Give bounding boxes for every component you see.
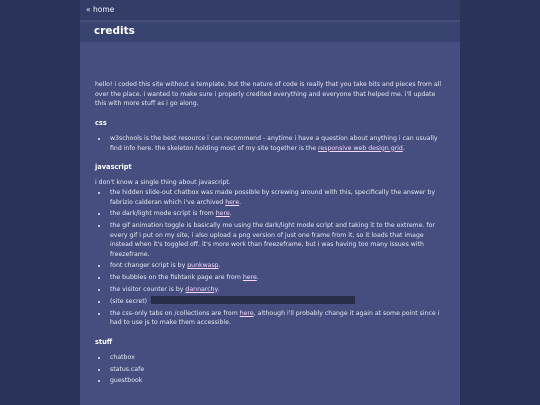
css-list bbox=[95, 134, 445, 153]
guestbook-link[interactable]: guestbook bbox=[110, 377, 143, 385]
javascript-heading: javascript bbox=[95, 163, 132, 172]
site-secret-label: (site secret) bbox=[110, 298, 148, 306]
stuff-list bbox=[95, 353, 445, 386]
tabs-source-link[interactable]: here bbox=[239, 309, 254, 317]
list-item: • the visitor counter is by dannarchy. bbox=[108, 285, 445, 295]
site-secret-redaction[interactable] bbox=[151, 296, 355, 304]
list-item: • w3schools is the best resource i can recommend - anytime i have a question about anything i can usually find info here. the skeleton holding most of my site together is the responsive web design grid. bbox=[108, 134, 445, 153]
list-item: • the css-only tabs on /collections are from here, although i'll probably change it again at some point since i had to use js to make them accessible. bbox=[108, 309, 445, 328]
list-item: • font changer script is by punkwasp. bbox=[108, 261, 445, 271]
responsive-grid-link[interactable]: responsive web design grid bbox=[318, 144, 403, 152]
dannarchy-link[interactable]: dannarchy bbox=[185, 285, 218, 293]
credits-content bbox=[80, 42, 460, 386]
list-item: • the gif animation toggle is basically me using the dark/light mode script and taking it to the extreme. for every gif i put on my site, i also upload a png version of just one frame from it, so it loads that image instead when it's toggled off. it's more work than freezeframe, but i was having too many issues with freezeframe. bbox=[108, 221, 445, 259]
punkwasp-link[interactable]: punkwasp bbox=[187, 262, 219, 270]
list-item bbox=[108, 296, 445, 307]
chatbox-source-link[interactable]: here bbox=[225, 198, 240, 206]
chatbox-link[interactable]: chatbox bbox=[110, 354, 135, 362]
list-item: • the dark/light mode script is from here. bbox=[108, 209, 445, 219]
list-item: • the hidden slide-out chatbox was made possible by screwing around with this, specifically the answer by fabrizio calderan which i've archived here. bbox=[108, 188, 445, 207]
list-item bbox=[108, 353, 445, 363]
list-item bbox=[108, 365, 445, 375]
page-title: credits bbox=[94, 25, 135, 37]
list-item: • the bubbles on the fishtank page are from here. bbox=[108, 273, 445, 283]
intro-paragraph: hello! i coded this site without a template, but the nature of code is really that you take bits and pieces from all over the place. i wanted to make sure i properly credited everything and everyone that helped me. i'll update this with more stuff as i go along. bbox=[95, 81, 442, 108]
content-panel bbox=[80, 0, 460, 405]
top-nav-bar bbox=[80, 0, 460, 20]
javascript-intro: i don't know a single thing about javascript. bbox=[95, 179, 231, 187]
stuff-heading: stuff bbox=[95, 338, 113, 347]
css-heading: css bbox=[95, 118, 107, 127]
home-link[interactable]: « home bbox=[86, 5, 115, 14]
javascript-list bbox=[95, 188, 445, 328]
list-item bbox=[108, 376, 445, 386]
darklight-source-link[interactable]: here bbox=[215, 210, 230, 218]
title-bar bbox=[80, 22, 460, 42]
status-cafe-link[interactable]: status.cafe bbox=[110, 365, 145, 373]
bubbles-source-link[interactable]: here bbox=[242, 273, 257, 281]
